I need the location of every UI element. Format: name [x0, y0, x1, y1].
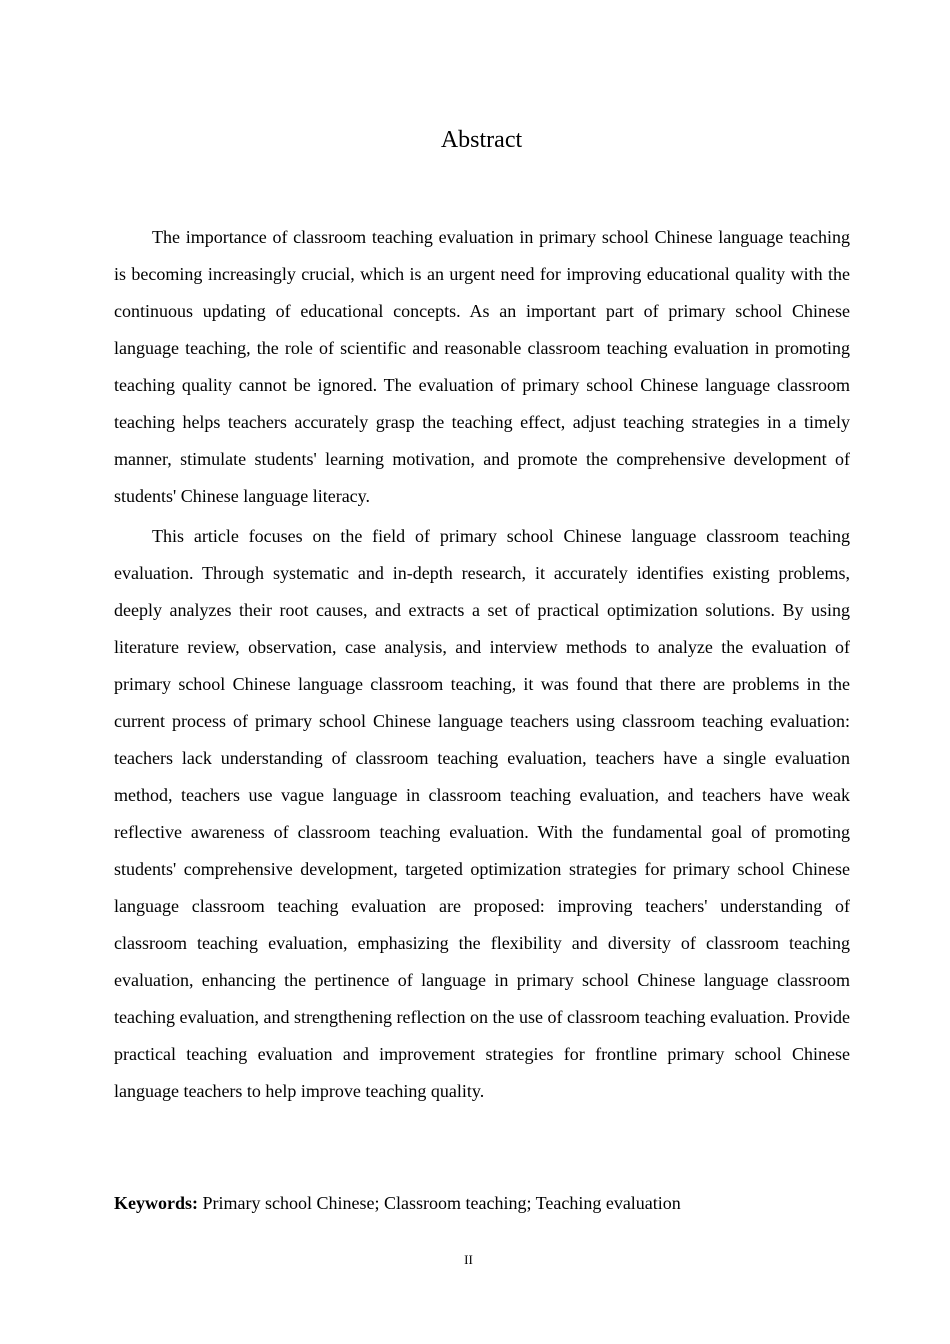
- abstract-body: [114, 219, 850, 1113]
- abstract-paragraph-2: This article focuses on the field of primary school Chinese language classroom teaching evaluation. Through systematic and in-depth research, it accurately identifies existing problems, deeply analyzes their root causes, and extracts a set of practical optimization solutions. By using literature review, observation, case analysis, and interview methods to analyze the evaluation of primary school Chinese language classroom teaching, it was found that there are problems in the current process of primary school Chinese language teachers using classroom teaching evaluation: teachers lack understanding of classroom teaching evaluation, teachers have a single evaluation method, teachers use vague language in classroom teaching evaluation, and teachers have weak reflective awareness of classroom teaching evaluation. With the fundamental goal of promoting students' comprehensive development, targeted optimization strategies for primary school Chinese language classroom teaching evaluation are proposed: improving teachers' understanding of classroom teaching evaluation, emphasizing the flexibility and diversity of classroom teaching evaluation, enhancing the pertinence of language in primary school Chinese language classroom teaching evaluation, and strengthening reflection on the use of classroom teaching evaluation. Provide practical teaching evaluation and improvement strategies for frontline primary school Chinese language teachers to help improve teaching quality.: [114, 526, 850, 1101]
- keywords-text: Primary school Chinese; Classroom teaching; Teaching evaluation: [202, 1193, 681, 1213]
- abstract-paragraph-1: The importance of classroom teaching evaluation in primary school Chinese language teaching is becoming increasingly crucial, which is an urgent need for improving educational quality with the continuous updating of educational concepts. As an important part of primary school Chinese language teaching, the role of scientific and reasonable classroom teaching evaluation in promoting teaching quality cannot be ignored. The evaluation of primary school Chinese language classroom teaching helps teachers accurately grasp the teaching effect, adjust teaching strategies in a timely manner, stimulate students' learning motivation, and promote the comprehensive development of students' Chinese language literacy.: [114, 227, 850, 506]
- page-number: II: [464, 1252, 473, 1267]
- abstract-title: Abstract: [440, 127, 523, 153]
- keywords-line: [114, 1188, 850, 1218]
- keywords-label: Keywords:: [114, 1193, 198, 1213]
